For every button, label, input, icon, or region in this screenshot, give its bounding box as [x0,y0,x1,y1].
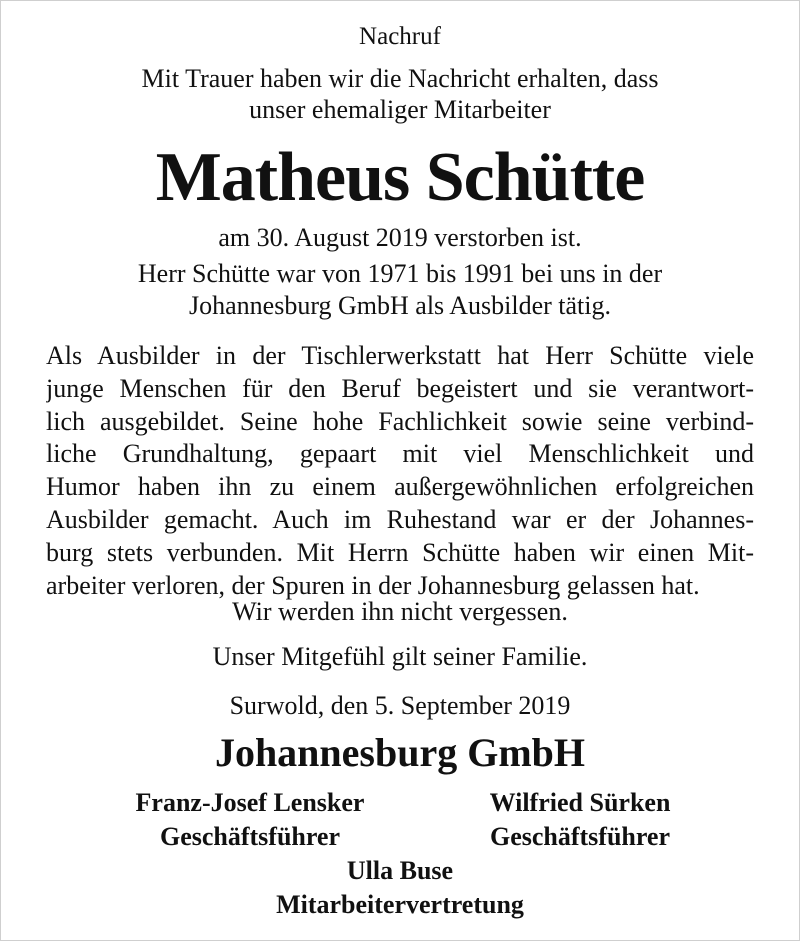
signatory-role: Geschäftsführer [159,822,341,851]
notice-heading: Nachruf [359,23,441,50]
place-and-date: Surwold, den 5. September 2019 [229,691,571,720]
signatory-right [420,786,740,854]
tribute-line: Als Ausbilder in der Tischlerwerkstatt hat Herr Schütte viele [46,341,754,370]
signatory-center [0,854,800,922]
tribute-line: Humor haben ihn zu einem außergewöhnlichen erfolgreichen [46,472,754,502]
tribute-line: liche Grundhaltung, gepaart mit viel Menschlichkeit und [46,439,754,469]
deceased-name: Matheus Schütte [155,139,645,216]
closing-line-2: Unser Mitgefühl gilt seiner Familie. [212,642,588,671]
tribute-paragraph [46,340,754,602]
tribute-line: arbeiter verloren, der Spuren in der Johannesburg gelassen hat. [46,570,700,600]
closing-line-1: Wir werden ihn nicht vergessen. [232,597,568,626]
signatory-left [60,786,440,854]
tribute-line: lich ausgebildet. Seine hohe Fachlichkeit sowie seine verbind- [46,406,754,436]
career-line-1: Herr Schütte war von 1971 bis 1991 bei uns in der [137,259,663,288]
intro-line-1: Mit Trauer haben wir die Nachricht erhalten, dass [141,64,659,93]
signatory-role: Geschäftsführer [489,822,671,851]
tribute-line: Ausbilder gemacht. Auch im Ruhestand war er der Johannes- [46,504,754,534]
tribute-line: junge Menschen für den Beruf begeistert und sie verantwort- [46,373,754,403]
signatory-role: Mitarbeitervertretung [276,890,524,919]
tribute-line: burg stets verbunden. Mit Herrn Schütte haben wir einen Mit- [46,537,754,567]
career-line-2: Johannesburg GmbH als Ausbilder tätig. [189,291,611,320]
company-name: Johannesburg GmbH [214,730,586,775]
signatory-name: Wilfried Sürken [489,788,671,817]
intro-line-2: unser ehemaliger Mitarbeiter [249,95,551,124]
signatory-name: Franz-Josef Lensker [135,788,365,817]
signatory-name: Ulla Buse [346,856,454,885]
death-date-line: am 30. August 2019 verstorben ist. [218,223,582,252]
